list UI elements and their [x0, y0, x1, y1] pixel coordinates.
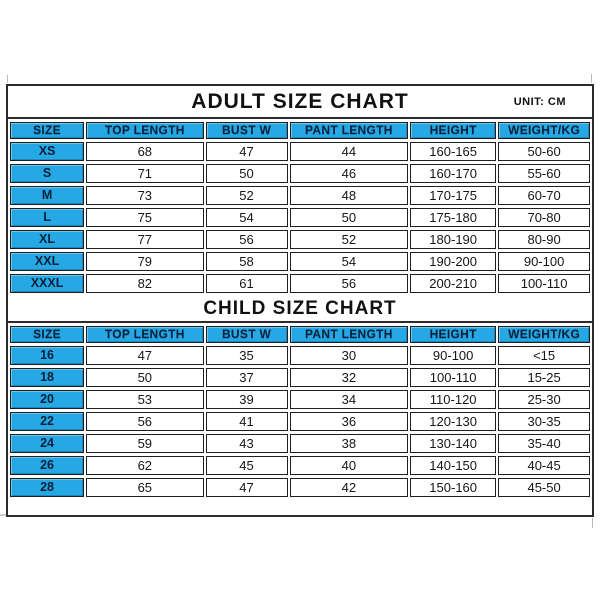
data-cell: 82	[86, 274, 203, 293]
data-cell: 150-160	[410, 478, 496, 497]
adult-chart-title: ADULT SIZE CHART	[191, 89, 409, 113]
data-cell: 54	[290, 252, 409, 271]
data-cell: 73	[86, 186, 203, 205]
size-chart-panel	[6, 84, 594, 517]
data-cell: 41	[206, 412, 288, 431]
column-header-top-length: TOP LENGTH	[86, 326, 203, 343]
data-cell: 30	[290, 346, 409, 365]
data-cell: 44	[290, 142, 409, 161]
data-cell: 45	[206, 456, 288, 475]
data-cell: 58	[206, 252, 288, 271]
size-cell: M	[10, 186, 84, 205]
data-cell: 36	[290, 412, 409, 431]
data-cell: 48	[290, 186, 409, 205]
data-cell: 34	[290, 390, 409, 409]
data-cell: 56	[290, 274, 409, 293]
column-header-size: SIZE	[10, 326, 84, 343]
data-cell: 52	[290, 230, 409, 249]
data-cell: 170-175	[410, 186, 496, 205]
data-cell: 56	[86, 412, 203, 431]
data-cell: 47	[206, 142, 288, 161]
data-cell: 40-45	[498, 456, 590, 475]
child-size-table	[8, 323, 592, 500]
table-row	[10, 478, 590, 497]
data-cell: 39	[206, 390, 288, 409]
child-chart-title-band	[8, 296, 592, 323]
data-cell: 50-60	[498, 142, 590, 161]
data-cell: 65	[86, 478, 203, 497]
data-cell: 47	[206, 478, 288, 497]
data-cell: 32	[290, 368, 409, 387]
data-cell: 46	[290, 164, 409, 183]
data-cell: 40	[290, 456, 409, 475]
column-header-top-length: TOP LENGTH	[86, 122, 203, 139]
unit-label: UNIT: CM	[513, 95, 566, 108]
data-cell: 77	[86, 230, 203, 249]
size-cell: 24	[10, 434, 84, 453]
table-row	[10, 164, 590, 183]
data-cell: 53	[86, 390, 203, 409]
column-header-pant-length: PANT LENGTH	[290, 122, 409, 139]
column-header-weight-kg: WEIGHT/KG	[498, 122, 590, 139]
size-cell: XXL	[10, 252, 84, 271]
data-cell: 50	[290, 208, 409, 227]
scan-artifact	[7, 75, 8, 83]
size-cell: XXXL	[10, 274, 84, 293]
data-cell: 62	[86, 456, 203, 475]
data-cell: 90-100	[498, 252, 590, 271]
data-cell: 37	[206, 368, 288, 387]
data-cell: 75	[86, 208, 203, 227]
data-cell: 59	[86, 434, 203, 453]
adult-chart-title-band	[8, 86, 592, 119]
table-row	[10, 252, 590, 271]
table-row	[10, 434, 590, 453]
data-cell: 110-120	[410, 390, 496, 409]
data-cell: 70-80	[498, 208, 590, 227]
data-cell: 38	[290, 434, 409, 453]
data-cell: 55-60	[498, 164, 590, 183]
size-cell: 22	[10, 412, 84, 431]
column-header-bust-w: BUST W	[206, 326, 288, 343]
data-cell: 52	[206, 186, 288, 205]
table-row	[10, 274, 590, 293]
empty-footer-strip	[8, 500, 592, 515]
data-cell: 100-110	[498, 274, 590, 293]
column-header-weight-kg: WEIGHT/KG	[498, 326, 590, 343]
column-header-height: HEIGHT	[410, 122, 496, 139]
table-row	[10, 456, 590, 475]
column-header-bust-w: BUST W	[206, 122, 288, 139]
data-cell: 175-180	[410, 208, 496, 227]
size-cell: 16	[10, 346, 84, 365]
size-cell: XS	[10, 142, 84, 161]
data-cell: 35-40	[498, 434, 590, 453]
data-cell: 200-210	[410, 274, 496, 293]
size-cell: 20	[10, 390, 84, 409]
child-header-row	[10, 326, 590, 343]
data-cell: 61	[206, 274, 288, 293]
data-cell: 140-150	[410, 456, 496, 475]
data-cell: 190-200	[410, 252, 496, 271]
data-cell: 100-110	[410, 368, 496, 387]
data-cell: 160-165	[410, 142, 496, 161]
data-cell: 50	[206, 164, 288, 183]
size-cell: S	[10, 164, 84, 183]
table-row	[10, 230, 590, 249]
adult-size-table	[8, 119, 592, 296]
adult-header-row	[10, 122, 590, 139]
data-cell: 35	[206, 346, 288, 365]
data-cell: 68	[86, 142, 203, 161]
data-cell: 25-30	[498, 390, 590, 409]
data-cell: 130-140	[410, 434, 496, 453]
size-cell: XL	[10, 230, 84, 249]
table-row	[10, 390, 590, 409]
data-cell: 71	[86, 164, 203, 183]
data-cell: 54	[206, 208, 288, 227]
data-cell: 56	[206, 230, 288, 249]
table-row	[10, 208, 590, 227]
size-cell: 28	[10, 478, 84, 497]
table-row	[10, 412, 590, 431]
table-row	[10, 346, 590, 365]
data-cell: 43	[206, 434, 288, 453]
scan-artifact	[591, 74, 592, 83]
table-row	[10, 142, 590, 161]
data-cell: 42	[290, 478, 409, 497]
data-cell: 47	[86, 346, 203, 365]
data-cell: 45-50	[498, 478, 590, 497]
data-cell: 180-190	[410, 230, 496, 249]
data-cell: 15-25	[498, 368, 590, 387]
column-header-size: SIZE	[10, 122, 84, 139]
data-cell: 80-90	[498, 230, 590, 249]
data-cell: 50	[86, 368, 203, 387]
table-row	[10, 186, 590, 205]
column-header-height: HEIGHT	[410, 326, 496, 343]
child-chart-title: CHILD SIZE CHART	[203, 297, 397, 319]
data-cell: <15	[498, 346, 590, 365]
column-header-pant-length: PANT LENGTH	[290, 326, 409, 343]
table-row	[10, 368, 590, 387]
data-cell: 120-130	[410, 412, 496, 431]
data-cell: 160-170	[410, 164, 496, 183]
data-cell: 79	[86, 252, 203, 271]
size-cell: 26	[10, 456, 84, 475]
data-cell: 30-35	[498, 412, 590, 431]
size-cell: 18	[10, 368, 84, 387]
data-cell: 90-100	[410, 346, 496, 365]
data-cell: 60-70	[498, 186, 590, 205]
size-cell: L	[10, 208, 84, 227]
scan-artifact	[592, 518, 593, 528]
